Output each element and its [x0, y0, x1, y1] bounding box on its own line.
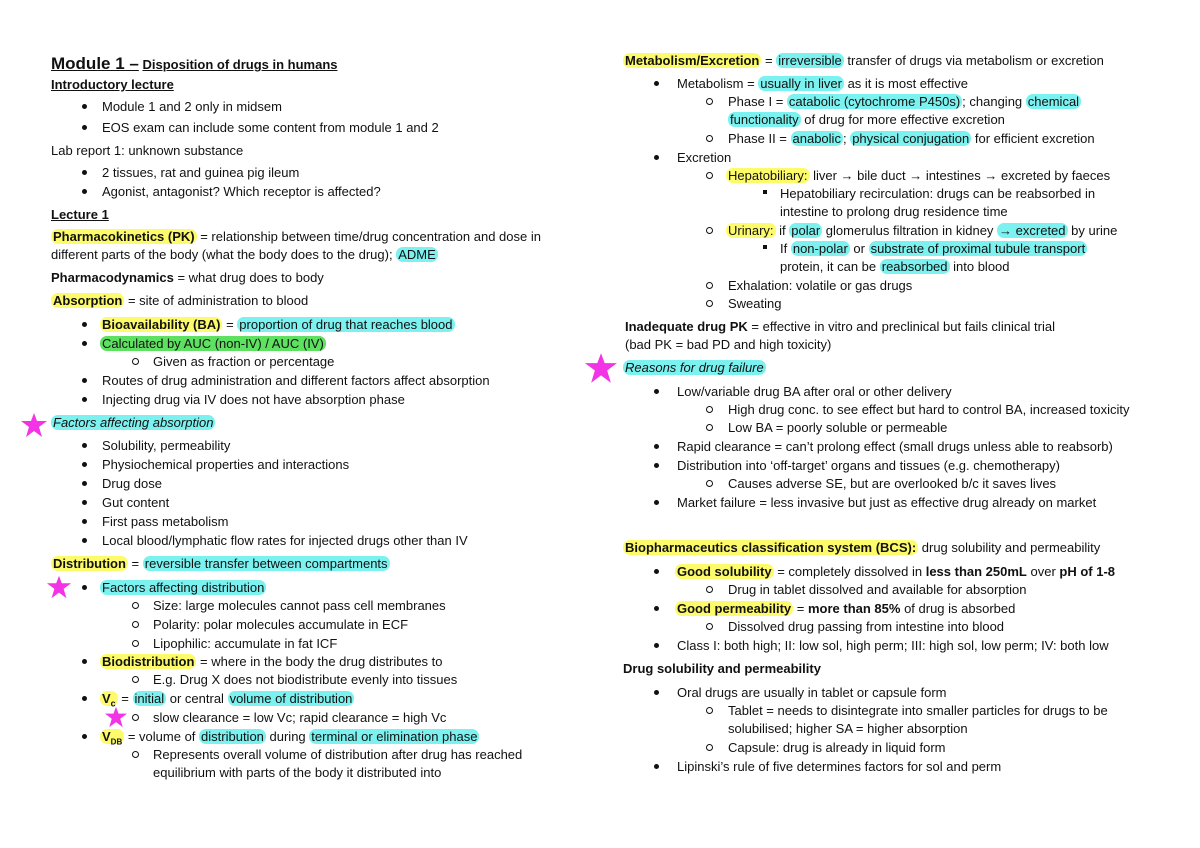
list-item: functionality of drug for more effective excretion: [730, 112, 1005, 127]
sub-bullet: [132, 358, 139, 365]
list-item: Phase II = anabolic ; physical conjugation for efficient excretion: [728, 131, 1095, 146]
list-item: equilibrium with parts of the body it distributed into: [153, 765, 442, 780]
list-item: Routes of drug administration and different factors affect absorption: [102, 373, 490, 388]
bullet: [82, 519, 87, 524]
sub-bullet: [132, 640, 139, 647]
list-item: Capsule: drug is already in liquid form: [728, 740, 946, 755]
bullet: [82, 659, 87, 664]
bullet: [82, 341, 87, 346]
bullet: [82, 696, 87, 701]
list-item: Calculated by AUC (non-IV) / AUC (IV): [102, 336, 324, 351]
list-item: High drug conc. to see effect but hard to control BA, increased toxicity: [728, 402, 1130, 417]
bullet: [82, 585, 87, 590]
list-item: Rapid clearance = can’t prolong effect (small drugs unless able to reabsorb): [677, 439, 1113, 454]
list-item: Gut content: [102, 495, 170, 510]
list-item: Good permeability = more than 85% of drug is absorbed: [677, 601, 1016, 616]
list-item: Sweating: [728, 296, 782, 311]
list-item: Hepatobiliary recirculation: drugs can be reabsorbed in: [780, 186, 1096, 201]
list-item: Phase I = catabolic (cytochrome P450s) ; changing chemical: [728, 94, 1080, 109]
absorption-definition: Absorption = site of administration to blood: [53, 293, 309, 308]
intro-heading: Introductory lecture: [51, 77, 174, 92]
bullet: [82, 462, 87, 467]
list-item: Market failure = less invasive but just as effective drug already on market: [677, 495, 1097, 510]
sub-bullet: [706, 707, 713, 714]
lab-report: Lab report 1: unknown substance: [51, 143, 244, 158]
sub-bullet: [706, 300, 713, 307]
bullet: [654, 81, 659, 86]
list-item: First pass metabolism: [102, 514, 229, 529]
list-item: Local blood/lymphatic flow rates for injected drugs other than IV: [102, 533, 468, 548]
lecture-heading: Lecture 1: [51, 207, 109, 222]
bullet: [654, 444, 659, 449]
sub-bullet: [132, 751, 139, 758]
list-item: Urinary: if polar glomerulus filtration in kidney → excreted by urine: [728, 223, 1118, 238]
list-item: Bioavailability (BA) = proportion of drug that reaches blood: [102, 317, 453, 332]
metabolism-excretion-definition: Metabolism/Excretion = irreversible transfer of drugs via metabolism or excretion: [625, 53, 1104, 68]
list-item: Drug in tablet dissolved and available for absorption: [728, 582, 1027, 597]
bullet: [654, 764, 659, 769]
bullet: [654, 606, 659, 611]
list-item: Metabolism = usually in liver as it is most effective: [677, 76, 968, 91]
bullet: [82, 481, 87, 486]
list-item: If non-polar or substrate of proximal tubule transport: [780, 241, 1086, 256]
list-item: $V_c$ = initial or central volume of distribution: [102, 691, 353, 709]
list-item: E.g. Drug X does not biodistribute evenly into tissues: [153, 672, 458, 687]
list-item: Good solubility = completely dissolved in less than 250mL over pH of 1-8: [677, 564, 1116, 579]
bullet: [654, 463, 659, 468]
bullet: [82, 322, 87, 327]
list-item: Given as fraction or percentage: [153, 354, 335, 369]
sub-bullet: [706, 744, 713, 751]
bullet: [654, 155, 659, 160]
sub-bullet: [706, 480, 713, 487]
sub-bullet: [706, 227, 713, 234]
list-item: Represents overall volume of distribution after drug has reached: [153, 747, 523, 762]
list-item: Lipophilic: accumulate in fat ICF: [153, 636, 338, 651]
sub-bullet: [132, 676, 139, 683]
list-item: Lipinski’s rule of five determines factors for sol and perm: [677, 759, 1002, 774]
list-item: Tablet = needs to disintegrate into smaller particles for drugs to be: [728, 703, 1108, 718]
square-bullet: [763, 245, 767, 249]
bullet: [82, 397, 87, 402]
bullet: [654, 389, 659, 394]
list-item: Low BA = poorly soluble or permeable: [728, 420, 948, 435]
list-item: Causes adverse SE, but are overlooked b/c it saves lives: [728, 476, 1057, 491]
bullet: [82, 734, 87, 739]
bullet: [82, 443, 87, 448]
list-item: Biodistribution = where in the body the drug distributes to: [102, 654, 443, 669]
list-item: Module 1 and 2 only in midsem: [102, 99, 282, 114]
sub-bullet: [706, 98, 713, 105]
pk-definition: Pharmacokinetics (PK) = relationship between time/drug concentration and dose in: [53, 229, 541, 244]
sub-bullet: [706, 586, 713, 593]
square-bullet: [763, 190, 767, 194]
list-item: Polarity: polar molecules accumulate in ECF: [153, 617, 409, 632]
pk-definition-cont: different parts of the body (what the body does to the drug); ADME: [51, 247, 436, 262]
pink-star-icon: [583, 352, 619, 384]
sub-bullet: [706, 424, 713, 431]
list-item: Class I: both high; II: low sol, high perm; III: high sol, low perm; IV: both low: [677, 638, 1109, 653]
bullet: [82, 538, 87, 543]
bullet: [82, 500, 87, 505]
list-item: EOS exam can include some content from module 1 and 2: [102, 120, 439, 135]
factors-absorption-heading: Factors affecting absorption: [53, 415, 214, 430]
list-item: Solubility, permeability: [102, 438, 231, 453]
list-item: Drug dose: [102, 476, 162, 491]
page-title: Module 1 – Disposition of drugs in humans: [51, 54, 338, 73]
pink-star-icon: [20, 412, 48, 438]
bullet: [654, 643, 659, 648]
bullet: [654, 569, 659, 574]
list-item: Size: large molecules cannot pass cell membranes: [153, 598, 446, 613]
sub-bullet: [132, 714, 139, 721]
list-item: $V_{DB}$ = volume of distribution during terminal or elimination phase: [102, 729, 478, 747]
list-item: Oral drugs are usually in tablet or capsule form: [677, 685, 947, 700]
section-heading: Drug solubility and permeability: [623, 661, 821, 676]
pink-star-icon: [104, 706, 128, 728]
list-item: protein, it can be reabsorbed into blood: [780, 259, 1010, 274]
distribution-definition: Distribution = reversible transfer between compartments: [53, 556, 388, 571]
list-item: Excretion: [677, 150, 732, 165]
reasons-heading: Reasons for drug failure: [625, 360, 764, 375]
sub-bullet: [706, 623, 713, 630]
list-item: Dissolved drug passing from intestine into blood: [728, 619, 1005, 634]
list-item: Injecting drug via IV does not have absorption phase: [102, 392, 405, 407]
list-item: 2 tissues, rat and guinea pig ileum: [102, 165, 300, 180]
bullet: [654, 500, 659, 505]
sub-bullet: [706, 172, 713, 179]
bullet: [82, 378, 87, 383]
bullet: [654, 690, 659, 695]
pink-star-icon: [46, 574, 72, 600]
sub-bullet: [132, 602, 139, 609]
inadequate-pk-definition: Inadequate drug PK = effective in vitro and preclinical but fails clinical trial: [625, 319, 1056, 334]
list-item: Factors affecting distribution: [102, 580, 265, 595]
sub-bullet: [706, 406, 713, 413]
sub-bullet: [706, 282, 713, 289]
bullet: [82, 125, 87, 130]
list-item: slow clearance = low Vc; rapid clearance = high Vc: [153, 710, 447, 725]
list-item: Hepatobiliary: liver → bile duct → intestines → excreted by faeces: [728, 168, 1111, 183]
list-item: Distribution into ‘off-target’ organs and tissues (e.g. chemotherapy): [677, 458, 1060, 473]
list-item: Agonist, antagonist? Which receptor is affected?: [102, 184, 381, 199]
list-item: intestine to prolong drug residence time: [780, 204, 1008, 219]
sub-bullet: [132, 621, 139, 628]
list-item: solubilised; higher SA = higher absorption: [728, 721, 968, 736]
list-item: Low/variable drug BA after oral or other delivery: [677, 384, 952, 399]
bullet: [82, 104, 87, 109]
bcs-definition: Biopharmaceutics classification system (BCS): drug solubility and permeability: [625, 540, 1101, 555]
bullet: [82, 170, 87, 175]
pd-definition: Pharmacodynamics = what drug does to body: [51, 270, 324, 285]
list-item: Physiochemical properties and interactions: [102, 457, 350, 472]
list-item: Exhalation: volatile or gas drugs: [728, 278, 913, 293]
sub-bullet: [706, 135, 713, 142]
inadequate-pk-note: (bad PK = bad PD and high toxicity): [625, 337, 832, 352]
bullet: [82, 189, 87, 194]
